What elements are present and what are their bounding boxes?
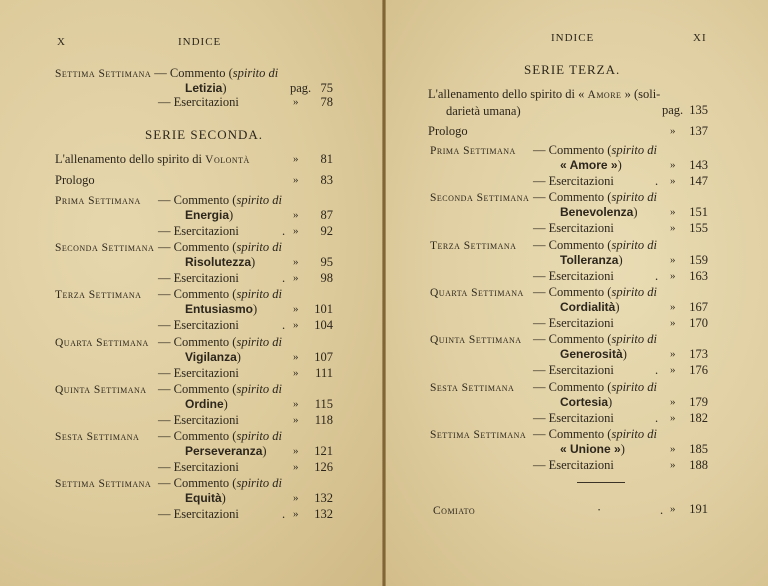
week-label: Sesta Settimana (430, 381, 515, 394)
esercitazioni-label: — Esercitazioni (533, 315, 614, 330)
week-label: Settima Settimana (55, 68, 152, 80)
ditto-marker: » (293, 366, 299, 379)
page-number: 188 (689, 457, 708, 472)
toc-week-entry (430, 332, 522, 347)
esercitazioni-label: — Esercitazioni (158, 318, 239, 333)
toc-week-entry (430, 143, 516, 158)
ditto-marker: » (293, 256, 299, 269)
toc-week-entry (55, 476, 151, 491)
toc-week-entry (430, 285, 524, 300)
toc-prologo: Prologo (55, 173, 95, 187)
virtue-name: Equità) (185, 491, 226, 506)
page-number: 92 (320, 224, 333, 238)
page-number: 151 (689, 205, 708, 220)
toc-week-entry (55, 382, 147, 397)
pag-marker: pag. (662, 103, 684, 117)
toc-week-entry (55, 287, 141, 302)
page-number: 81 (320, 152, 333, 166)
ditto-marker: » (293, 397, 299, 410)
toc-week-entry (55, 429, 139, 444)
commento-label: — Commento (spirito di (158, 193, 282, 207)
ditto-marker: » (293, 492, 299, 505)
esercitazioni-label: — Esercitazioni (158, 271, 239, 286)
ditto-marker: » (293, 174, 299, 186)
page-number: 83 (320, 173, 333, 187)
toc-comiato: Comiato (433, 505, 476, 517)
esercitazioni-label: — Esercitazioni (158, 412, 239, 427)
page-number: 159 (689, 252, 708, 267)
virtue-name: Benevolenza) (560, 205, 638, 220)
virtue-name: Cordialità) (560, 299, 620, 314)
week-label: Settima Settimana (55, 478, 152, 491)
page-number: 75 (320, 81, 333, 95)
page-number: 179 (689, 394, 708, 409)
commento-label: — Commento (spirito di (158, 476, 282, 491)
page-number: 115 (314, 396, 333, 411)
leader-dot: . (655, 268, 659, 283)
page-number: 163 (689, 268, 708, 283)
esercitazioni-label: — Esercitazioni (158, 460, 239, 474)
week-label: Quinta Settimana (55, 383, 147, 396)
running-head-right: INDICE (551, 32, 595, 44)
ditto-marker: » (293, 153, 299, 165)
page-number: 143 (689, 158, 708, 172)
page-number: 137 (689, 124, 708, 138)
esercitazioni-label: — Esercitazioni (158, 507, 239, 522)
week-label: Seconda Settimana (55, 242, 155, 255)
ditto-marker: » (293, 508, 299, 521)
virtue-name: Tolleranza) (560, 252, 623, 267)
page-number: 101 (314, 302, 333, 317)
esercitazioni-label: — Esercitazioni (533, 174, 614, 188)
ditto-marker: » (670, 364, 676, 377)
ditto-marker: » (670, 159, 676, 171)
commento-label: — Commento (spirito di (533, 237, 657, 252)
page-number: 135 (689, 103, 708, 117)
ditto-marker: » (293, 319, 299, 332)
toc-week-entry (430, 380, 514, 395)
page-number: 191 (689, 502, 708, 516)
page-number: 126 (314, 460, 333, 474)
virtue-name: Vigilanza) (185, 349, 241, 364)
ditto-marker: » (293, 350, 299, 363)
leader-dot: . (655, 363, 659, 378)
series-title-terza: SERIE TERZA. (524, 62, 621, 77)
virtue-name: « Amore ») (560, 158, 622, 172)
page-number-left: X (57, 36, 66, 48)
commento-label: — Commento (spirito di (533, 190, 657, 205)
commento-label: — Commento (spirito di (533, 426, 657, 441)
toc-intro-volonta: L'allenamento dello spirito di Volontà (55, 152, 250, 166)
esercitazioni-label: — Esercitazioni (158, 224, 239, 238)
toc-week-entry (430, 190, 529, 205)
esercitazioni-label: — Esercitazioni (533, 268, 614, 283)
leader-dot: . (282, 271, 286, 286)
virtue-name: Risolutezza) (185, 255, 256, 270)
ditto-marker: » (293, 225, 299, 237)
esercitazioni-label: — Esercitazioni (533, 363, 614, 378)
virtue-name: Ordine) (185, 396, 228, 411)
ditto-marker: » (670, 442, 676, 455)
toc-week-entry (430, 427, 526, 442)
virtue-name: Energia) (185, 208, 234, 222)
ditto-marker: » (670, 316, 676, 329)
virtue-name: « Unione ») (560, 441, 625, 456)
ditto-marker: » (670, 175, 676, 187)
page-number: 121 (314, 444, 333, 458)
toc-prologo-right: Prologo (428, 124, 468, 138)
week-label: Sesta Settimana (55, 431, 140, 443)
commento-label: — Commento (spirito di (533, 332, 657, 347)
page-number: 98 (320, 271, 333, 286)
toc-carryover-commento: Settima Settimana — Commento (spirito di (55, 66, 279, 80)
leader-dot: · (597, 503, 602, 517)
page-number: 111 (315, 365, 333, 380)
commento-label: — Commento (spirito di (158, 429, 282, 443)
page-number: 167 (689, 299, 708, 314)
ditto-marker: » (670, 253, 676, 266)
running-head-left: INDICE (178, 36, 222, 48)
virtue-name: Cortesia) (560, 394, 613, 409)
leader-dot: . (655, 410, 659, 425)
page-number: 104 (314, 318, 333, 333)
esercitazioni-label: — Esercitazioni (158, 95, 239, 109)
ditto-marker: » (293, 96, 299, 108)
ditto-marker: » (670, 348, 676, 361)
leader-dot: . (282, 318, 286, 333)
esercitazioni-label: — Esercitazioni (533, 457, 614, 472)
week-label: Terza Settimana (55, 289, 142, 302)
week-label: Settima Settimana (430, 428, 527, 441)
ditto-marker: » (293, 413, 299, 426)
page-number: 107 (314, 349, 333, 364)
page-number-right: XI (693, 32, 707, 44)
week-label: Quinta Settimana (430, 334, 522, 347)
commento-label: — Commento (spirito di (533, 284, 657, 299)
week-label: Quarta Settimana (55, 336, 149, 349)
ditto-marker: » (670, 222, 676, 235)
page-number: 185 (689, 441, 708, 456)
commento-label: — Commento (spirito di (158, 240, 282, 255)
series-title-seconda: SERIE SECONDA. (145, 127, 264, 142)
page-number: 132 (314, 507, 333, 522)
ditto-marker: » (670, 503, 676, 515)
ditto-marker: » (293, 272, 299, 285)
ditto-marker: » (293, 461, 299, 473)
ditto-marker: » (670, 395, 676, 408)
section-divider (577, 482, 625, 483)
ditto-marker: » (293, 303, 299, 316)
esercitazioni-label: — Esercitazioni (158, 365, 239, 380)
week-label: Quarta Settimana (430, 286, 524, 299)
virtue-name: Entusiasmo) (185, 302, 258, 317)
toc-intro-amore: L'allenamento dello spirito di « Amore » (soli- (428, 87, 661, 101)
leader-dot: . (282, 507, 286, 522)
page-number: 95 (320, 255, 333, 270)
page-number: 182 (689, 410, 708, 425)
commento-label: — Commento (spirito di (158, 334, 282, 349)
page-number: 78 (320, 95, 333, 109)
leader-dot: . (655, 174, 659, 188)
esercitazioni-label: — Esercitazioni (533, 221, 614, 236)
commento-label: — Commento (spirito di (533, 143, 657, 157)
leader-dot: . (660, 503, 664, 517)
leader-dot: . (282, 224, 286, 238)
page-number: 87 (320, 208, 333, 222)
book-gutter (382, 0, 386, 586)
week-label: Prima Settimana (430, 145, 516, 157)
commento-label: — Commento (spirito di (533, 379, 657, 394)
page-number: 132 (314, 491, 333, 506)
ditto-marker: » (670, 269, 676, 282)
ditto-marker: » (293, 445, 299, 457)
week-label: Terza Settimana (430, 239, 517, 252)
pag-marker: pag. (290, 81, 312, 95)
ditto-marker: » (670, 458, 676, 471)
page-number: 173 (689, 347, 708, 362)
week-label: Prima Settimana (55, 195, 141, 207)
ditto-marker: » (293, 209, 299, 221)
toc-week-entry (55, 193, 141, 208)
page-number: 176 (689, 363, 708, 378)
toc-week-entry (55, 335, 149, 350)
commento-label: — Commento (spirito di (158, 381, 282, 396)
ditto-marker: » (670, 411, 676, 424)
toc-week-entry (55, 240, 154, 255)
esercitazioni-label: — Esercitazioni (533, 410, 614, 425)
page-number: 155 (689, 221, 708, 236)
ditto-marker: » (670, 125, 676, 137)
ditto-marker: » (670, 206, 676, 219)
page-number: 118 (314, 412, 333, 427)
toc-intro-line2: darietà umana) (446, 104, 521, 118)
page-number: 170 (689, 315, 708, 330)
virtue-name: Letizia) (185, 81, 227, 95)
virtue-name: Generosità) (560, 347, 627, 362)
toc-week-entry (430, 238, 516, 253)
virtue-name: Perseveranza) (185, 444, 267, 458)
commento-label: — Commento (spirito di (158, 287, 282, 302)
ditto-marker: » (670, 300, 676, 313)
week-label: Seconda Settimana (430, 192, 530, 205)
page-number: 147 (689, 174, 708, 188)
